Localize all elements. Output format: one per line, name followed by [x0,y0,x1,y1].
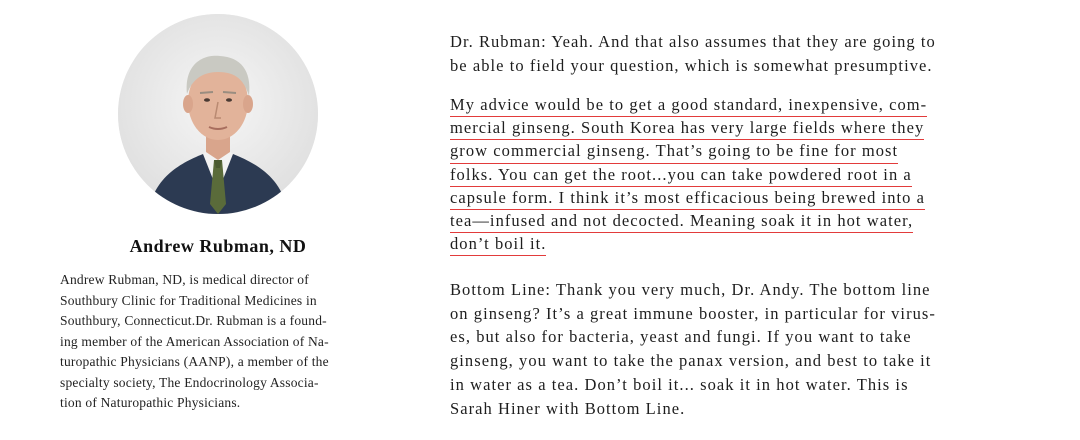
author-portrait [118,14,318,214]
highlighted-line: don’t boil it. [450,233,546,256]
paragraph-line: Bottom Line: Thank you very much, Dr. Andy. The bottom line [450,280,931,299]
bio-line: turopathic Physicians (AANP), a member of the [60,354,329,369]
highlighted-line: My advice would be to get a good standard, inexpensive, com- [450,94,927,117]
paragraph-line: es, but also for bacteria, yeast and fungi. If you want to take [450,327,912,347]
bio-line: ing member of the American Association of Na- [60,333,329,349]
paragraph-line: Sarah Hiner with Bottom Line. [450,398,686,418]
highlighted-line: tea—infused and not decocted. Meaning soak it in hot water, [450,210,913,233]
paragraph-advice-highlighted [450,94,927,256]
bio-line: Southbury Clinic for Traditional Medicines in [60,292,317,308]
bio-line: Andrew Rubman, ND, is medical director of [60,272,309,287]
paragraph-line: ginseng, you want to take the panax version, and best to take it [450,351,932,371]
bio-line: specialty society, The Endocrinology Associa- [60,374,319,390]
highlighted-line: folks. You can get the root...you can take powdered root in a [450,164,912,187]
highlighted-line: capsule form. I think it’s most efficacious being brewed into a [450,187,925,210]
author-portrait-illustration [118,14,318,214]
bio-line: tion of Naturopathic Physicians. [60,395,241,410]
paragraph-line: in water as a tea. Don’t boil it... soak it in hot water. This is [450,374,909,394]
paragraph-line: on ginseng? It’s a great immune booster, in particular for virus- [450,303,936,323]
highlighted-line: grow commercial ginseng. That’s going to be fine for most [450,140,898,163]
paragraph-line: Dr. Rubman: Yeah. And that also assumes that they are going to [450,32,936,51]
author-bio [60,270,380,414]
bio-line: Southbury, Connecticut.Dr. Rubman is a found- [60,313,327,328]
paragraph-line: be able to field your question, which is somewhat presumptive. [450,55,933,75]
author-name: Andrew Rubman, ND [129,236,307,256]
highlighted-line: mercial ginseng. South Korea has very large fields where they [450,117,924,140]
paragraph-bottom-line [450,278,936,420]
paragraph-rubman-reply [450,30,936,77]
